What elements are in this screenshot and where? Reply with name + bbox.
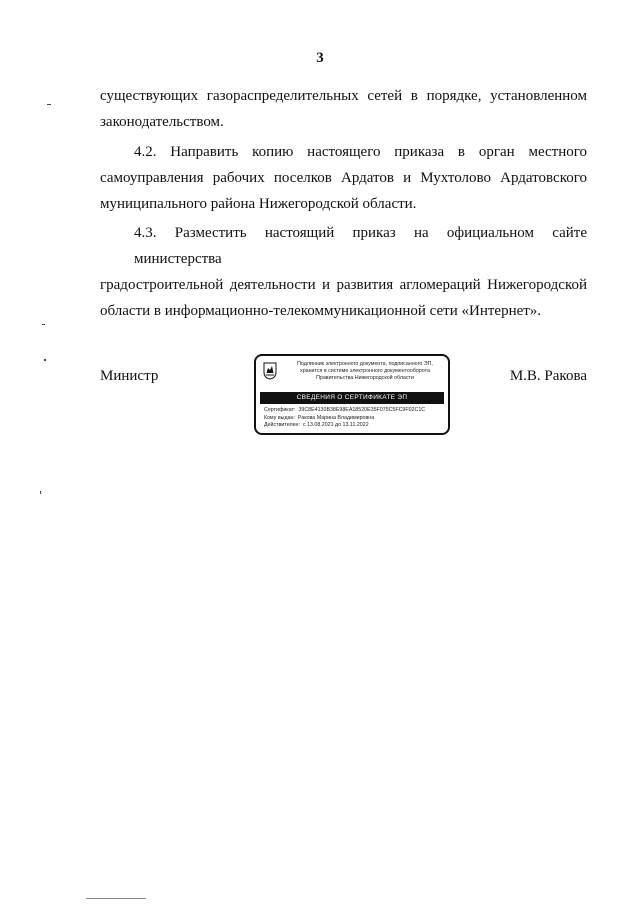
scan-artifact	[86, 898, 146, 899]
scan-artifact	[42, 324, 45, 325]
stamp-band-title: СВЕДЕНИЯ О СЕРТИФИКАТЕ ЭП	[260, 392, 444, 404]
paragraph-line: градостроительной деятельности и развития агломераций Нижегородской	[100, 277, 587, 293]
paragraph-continuation	[100, 83, 587, 135]
stamp-header	[284, 361, 446, 382]
stamp-header-line: Правительства Нижегородской области	[316, 375, 414, 381]
scan-artifact	[40, 491, 41, 494]
e-signature-stamp	[254, 354, 450, 435]
paragraph-line: 4.3. Разместить настоящий приказ на официальном сайте министерства	[134, 225, 587, 267]
validity-value: с 13.08.2021 до 13.11.2022	[302, 422, 369, 428]
coat-of-arms-icon	[263, 362, 277, 380]
page-number: 3	[316, 50, 324, 66]
stamp-header-line: Подлинник электронного документа, подписанного ЭП,	[297, 361, 433, 367]
validity-label: Действителен:	[264, 422, 300, 428]
issued-to-value: Ракова Марина Владимировна	[297, 414, 375, 421]
certificate-row	[264, 407, 425, 415]
paragraph-line: 4.2. Направить копию настоящего приказа в орган местного	[134, 144, 587, 160]
validity-row	[264, 422, 425, 430]
signer-name: М.В. Ракова	[509, 368, 587, 384]
stamp-details	[264, 407, 425, 430]
paragraph-line: самоуправления рабочих поселков Ардатов и Мухтолово Ардатовского	[100, 170, 587, 186]
paragraph-line: законодательством.	[100, 114, 224, 130]
paragraph-line: муниципального района Нижегородской области.	[100, 196, 417, 212]
stamp-header-line: хранится в системе электронного документооборота	[300, 368, 430, 374]
certificate-value: 39C8E4130B38E98EA18520E35F075C5FC9F02C1C	[298, 407, 426, 413]
paragraph-4-3	[100, 220, 587, 324]
paragraph-4-2	[100, 139, 587, 217]
paragraph-line: существующих газораспределительных сетей в порядке, установленном	[100, 88, 587, 104]
issued-to-row	[264, 415, 425, 423]
issued-to-label: Кому выдан:	[264, 414, 295, 421]
scan-artifact	[47, 104, 51, 105]
certificate-label: Сертификат:	[264, 407, 296, 413]
scan-artifact	[44, 359, 46, 361]
paragraph-line: области в информационно-телекоммуникационной сети «Интернет».	[100, 303, 542, 319]
signer-position: Министр	[100, 368, 159, 384]
